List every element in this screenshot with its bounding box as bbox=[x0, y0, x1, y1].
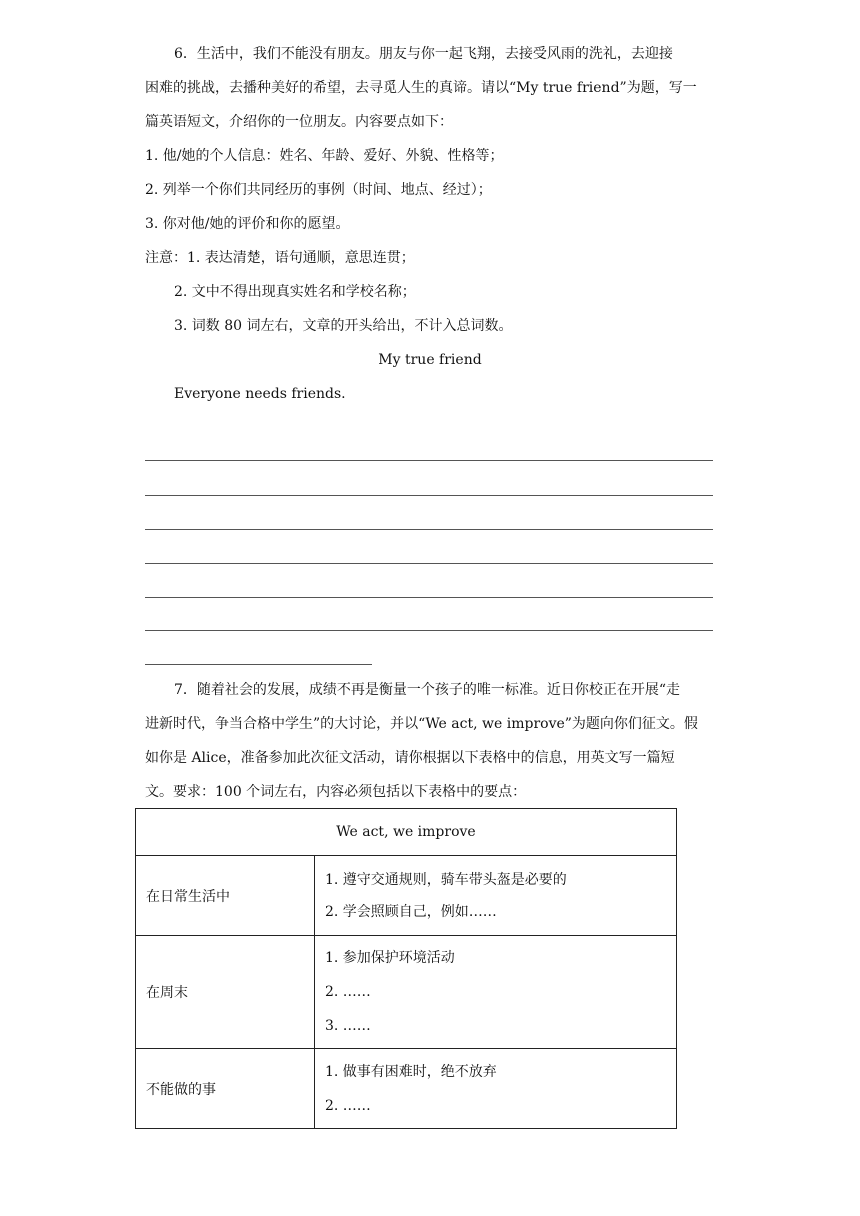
row-item: 2. …… bbox=[325, 984, 371, 1000]
table-row bbox=[136, 1049, 677, 1129]
row-content bbox=[315, 856, 677, 936]
q7-prompt-line-4: 文。要求：100 个词左右，内容必须包括以下表格中的要点： bbox=[145, 784, 527, 800]
q6-essay-start: Everyone needs friends. bbox=[174, 386, 346, 402]
table-row bbox=[136, 936, 677, 1049]
q6-prompt-line-1: 6．生活中，我们不能没有朋友。朋友与你一起飞翔，去接受风雨的洗礼，去迎接 bbox=[174, 46, 673, 62]
q7-prompt-line-1: 7．随着社会的发展，成绩不再是衡量一个孩子的唯一标准。近日你校正在开展“走 bbox=[174, 682, 681, 698]
q6-prompt-line-2: 困难的挑战，去播种美好的希望，去寻觅人生的真谛。请以“My true friend”为题，写一 bbox=[145, 80, 697, 96]
q6-essay-title: My true friend bbox=[378, 352, 482, 368]
row-content bbox=[315, 936, 677, 1049]
table-title: We act, we improve bbox=[136, 809, 677, 856]
row-item: 2. …… bbox=[325, 1097, 371, 1114]
q6-note-1: 注意：1. 表达清楚，语句通顺，意思连贯； bbox=[145, 250, 415, 266]
row-item: 1. 遵守交通规则，骑车带头盔是必要的 bbox=[325, 871, 567, 888]
row-item: 1. 做事有困难时，绝不放弃 bbox=[325, 1063, 497, 1080]
answer-line[interactable] bbox=[145, 460, 713, 461]
requirements-table bbox=[135, 808, 677, 1129]
row-content bbox=[315, 1049, 677, 1129]
q6-note-2: 2. 文中不得出现真实姓名和学校名称； bbox=[174, 284, 416, 300]
q6-point-3: 3. 你对他/她的评价和你的愿望。 bbox=[145, 216, 350, 232]
q6-point-1: 1. 他/她的个人信息：姓名、年龄、爱好、外貌、性格等； bbox=[145, 148, 504, 164]
q7-prompt-line-2: 进新时代，争当合格中学生”的大讨论，并以“We act, we improve”为题向你们征文。假 bbox=[145, 716, 698, 732]
q6-prompt-line-3: 篇英语短文，介绍你的一位朋友。内容要点如下： bbox=[145, 114, 453, 130]
answer-line[interactable] bbox=[145, 529, 713, 530]
answer-line[interactable] bbox=[145, 563, 713, 564]
q6-point-2: 2. 列举一个你们共同经历的事例（时间、地点、经过）； bbox=[145, 182, 492, 198]
answer-line[interactable] bbox=[145, 597, 713, 598]
row-item: 3. …… bbox=[325, 1018, 371, 1034]
row-item: 2. 学会照顾自己，例如…… bbox=[325, 903, 497, 920]
row-label: 在周末 bbox=[136, 936, 315, 1049]
q7-prompt-line-3: 如你是 Alice，准备参加此次征文活动，请你根据以下表格中的信息，用英文写一篇短 bbox=[145, 750, 675, 766]
answer-line[interactable] bbox=[145, 664, 372, 665]
table-row bbox=[136, 856, 677, 936]
row-label: 在日常生活中 bbox=[136, 856, 315, 936]
answer-line[interactable] bbox=[145, 495, 713, 496]
q6-note-3: 3. 词数 80 词左右，文章的开头给出，不计入总词数。 bbox=[174, 318, 513, 334]
row-item: 1. 参加保护环境活动 bbox=[325, 950, 455, 966]
table-header-row bbox=[136, 809, 677, 856]
answer-line[interactable] bbox=[145, 630, 713, 631]
row-label: 不能做的事 bbox=[136, 1049, 315, 1129]
